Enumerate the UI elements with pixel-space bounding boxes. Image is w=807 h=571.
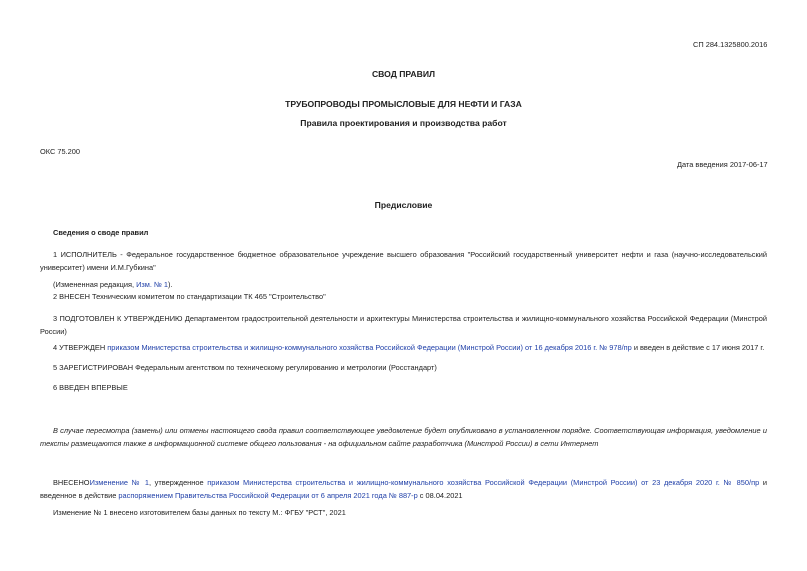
approved-prefix: 4 УТВЕРЖДЕН [53,343,108,352]
amendment-mid-2: и введенное в действие [40,478,767,500]
footer-note: Изменение № 1 внесено изготовителем базы данных по тексту М.: ФГБУ "РСТ", 2021 [53,508,346,517]
amendment-info [40,477,767,502]
doc-intro-date: Дата введения 2017-06-17 [677,160,768,169]
government-decree-link[interactable]: распоряжением Правительства Российской Федерации от 6 апреля 2021 года № 887-р [118,490,418,500]
amendment-1-link[interactable]: Изм. № 1 [136,280,169,289]
approval-order-link[interactable]: приказом Министерства строительства и жилищно-коммунального хозяйства Российской Федерации (Минстрой России) от 16 декабря 2016 г. № 978/пр [107,343,632,352]
item-1-contractor: 1 ИСПОЛНИТЕЛЬ - Федеральное государственное бюджетное образовательное учреждение высшего образования "Российский государственный университет нефти и газа (научно-исследовательский университет) имени И.М.Губкина" [40,250,767,272]
doc-oks: ОКС 75.200 [40,147,80,156]
item-1-amendment-note [53,280,173,289]
doc-subtitle: Правила проектирования и производства работ [300,118,507,128]
section-title: Сведения о своде правил [53,228,149,237]
item-6-first-introduced: 6 ВВЕДЕН ВПЕРВЫЕ [53,383,128,392]
amendment-order-link[interactable]: приказом Министерства строительства и жилищно-коммунального хозяйства Российской Федерации (Минстрой России) от 23 декабря 2020 г. № 850/пр [207,478,760,487]
amendment-prefix: ВНЕСЕНО [53,478,90,487]
preface-title: Предисловие [374,200,433,210]
item-5-registered: 5 ЗАРЕГИСТРИРОВАН Федеральным агентством по техническому регулированию и метрологии (Росстандарт) [53,363,437,372]
change-1-link[interactable]: Изменение № 1 [89,478,149,487]
amendment-mid-1: , утвержденное [148,478,208,487]
item-4-approved [53,343,764,352]
doc-heading: СВОД ПРАВИЛ [371,69,436,79]
amendment-suffix: с 08.04.2021 [417,490,463,500]
item-2-introduced: 2 ВНЕСЕН Техническим комитетом по стандартизации ТК 465 "Строительство" [53,292,326,301]
approved-suffix: и введен в действие с 17 июня 2017 г. [631,343,765,352]
revision-notice: В случае пересмотра (замены) или отмены настоящего свода правил соответствующее уведомление будет опубликовано в установленном порядке. Соответствующая информация, уведомление и тексты размещаются также в информационной системе общего пользования - на официальном сайте разработчика (Минстрой России) в сети Интернет [40,426,767,448]
doc-code: СП 284.1325800.2016 [693,40,768,49]
amendment-note-prefix: (Измененная редакция, [53,280,137,289]
doc-title: ТРУБОПРОВОДЫ ПРОМЫСЛОВЫЕ ДЛЯ НЕФТИ И ГАЗА [285,99,522,109]
amendment-note-suffix: ). [168,280,173,289]
item-3-prepared: 3 ПОДГОТОВЛЕН К УТВЕРЖДЕНИЮ Департаментом градостроительной деятельности и архитектуры Министерства строительства и жилищно-коммунального хозяйства Российской Федерации (Минстрой России) [40,314,767,336]
